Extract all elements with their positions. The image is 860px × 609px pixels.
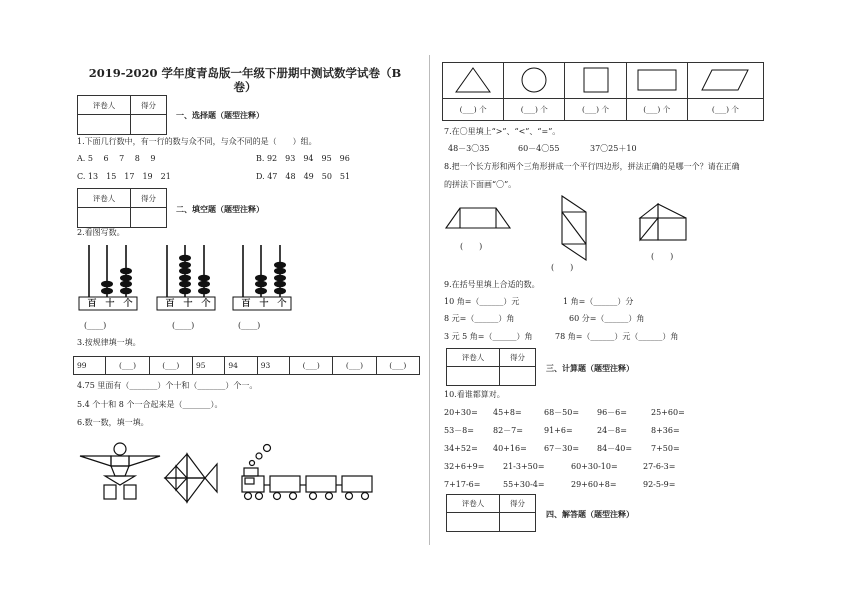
seq-cell: (___)	[106, 357, 149, 375]
label-ones: 个	[123, 299, 133, 309]
grader-cell	[78, 115, 131, 135]
q6-stem: 6.数一数，填一填。	[77, 418, 149, 427]
q9-item: 8 元=（______）角	[444, 314, 515, 323]
q1-option-c: C. 13 15 17 19 21	[77, 172, 171, 181]
q1-option-d: D. 47 48 49 50 51	[256, 172, 351, 181]
square-icon	[576, 66, 616, 94]
label-tens: 十	[183, 299, 193, 309]
grader-label: 评卷人	[447, 495, 500, 513]
score-box	[77, 188, 167, 228]
label-ones: 个	[277, 299, 287, 309]
square-cell	[565, 63, 626, 99]
abacus-3	[232, 240, 294, 312]
triangle-icon	[453, 66, 493, 94]
q9-item: 60 分=（______）角	[569, 314, 645, 323]
calc-item: 45+8=	[493, 408, 522, 417]
rectangle-icon	[637, 66, 677, 94]
title-line-1: 2019-2020 学年度青岛版一年级下册期中测试数学试卷（B	[88, 66, 402, 80]
train-figure	[242, 445, 372, 500]
calc-item: 84－40=	[597, 444, 633, 453]
label-tens: 十	[105, 299, 115, 309]
score-box	[446, 494, 536, 532]
abacus-1	[78, 240, 140, 312]
q6-figures	[80, 440, 370, 512]
q8-answer-1: ( )	[460, 242, 483, 251]
calc-item: 20+30=	[444, 408, 478, 417]
grader-cell	[447, 367, 500, 386]
q8-answer-3: ( )	[651, 252, 674, 261]
seq-cell: (___)	[149, 357, 192, 375]
calc-item: 27-6-3=	[643, 462, 676, 471]
calc-item: 8+36=	[651, 426, 680, 435]
column-divider	[429, 55, 430, 545]
label-hundreds: 百	[241, 299, 251, 309]
calc-item: 25+60=	[651, 408, 685, 417]
calc-item: 60+30-10=	[571, 462, 618, 471]
seq-cell: (___)	[290, 357, 333, 375]
paper-title	[70, 66, 420, 94]
option-2-figure	[562, 196, 586, 260]
q5-text: 5.4 个十和 8 个一合起来是（_______）。	[77, 400, 223, 409]
calc-item: 32+6+9=	[444, 462, 485, 471]
calc-item: 55+30-4=	[503, 480, 545, 489]
q8-answer-2: ( )	[551, 263, 574, 272]
seq-cell: (___)	[333, 357, 376, 375]
q9-item: 1 角=（______）分	[563, 297, 634, 306]
circle-cell	[504, 63, 565, 99]
calc-item: 96－6=	[597, 408, 627, 417]
rectangle-cell	[626, 63, 687, 99]
triangle-cell	[443, 63, 504, 99]
q7-item-3: 37〇25＋10	[590, 144, 637, 153]
section-heading-choice: 一、选择题（题型注释）	[176, 110, 264, 120]
calc-item: 40+16=	[493, 444, 527, 453]
q1-stem: 1.下面几行数中，有一行的数与众不同，与众不同的是（ ）组。	[77, 137, 317, 146]
score-cell	[499, 367, 535, 386]
q9-item: 10 角=（______）元	[444, 297, 520, 306]
q1-option-b: B. 92 93 94 95 96	[256, 154, 350, 163]
grader-label: 评卷人	[78, 189, 131, 208]
circle-icon	[514, 66, 554, 94]
seq-cell: 93	[257, 357, 289, 375]
calc-item: 67－30=	[544, 444, 580, 453]
seq-cell: (___)	[376, 357, 419, 375]
q9-stem: 9.在括号里填上合适的数。	[444, 280, 540, 289]
q9-item: 78 角=（______）元（______）角	[555, 332, 679, 341]
label-hundreds: 百	[87, 299, 97, 309]
score-label: 得分	[499, 349, 535, 367]
q2-stem: 2.看图写数。	[77, 228, 125, 237]
calc-item: 21-3+50=	[503, 462, 545, 471]
label-ones: 个	[201, 299, 211, 309]
seq-cell: 95	[192, 357, 224, 375]
grader-label: 评卷人	[447, 349, 500, 367]
score-cell	[130, 208, 166, 228]
grader-cell	[78, 208, 131, 228]
calc-item: 24－8=	[597, 426, 627, 435]
q4-text: 4.75 里面有（_______）个十和（_______）个一。	[77, 381, 258, 390]
seq-cell: 99	[74, 357, 106, 375]
q7-item-1: 48－3〇35	[448, 144, 490, 153]
q9-item: 3 元 5 角=（______）角	[444, 332, 533, 341]
square-count: (___) 个	[565, 99, 626, 121]
label-hundreds: 百	[165, 299, 175, 309]
score-box	[77, 95, 167, 135]
parallelogram-count: (___) 个	[687, 99, 763, 121]
section-heading-answer: 四、解答题（题型注释）	[546, 509, 634, 519]
q7-stem: 7.在〇里填上“>”、“<”、“=”。	[444, 127, 561, 136]
label-tens: 十	[259, 299, 269, 309]
q6-shape-count-table	[442, 62, 764, 121]
q3-sequence-table	[73, 356, 420, 375]
q8-stem-line-1: 8.把一个长方形和两个三角形拼成一个平行四边形，拼法正确的是哪一个？请在正确	[444, 162, 740, 171]
circle-count: (___) 个	[504, 99, 565, 121]
triangle-count: (___) 个	[443, 99, 504, 121]
score-cell	[130, 115, 166, 135]
calc-item: 68－50=	[544, 408, 580, 417]
q7-item-2: 60－4〇55	[518, 144, 560, 153]
grader-label: 评卷人	[78, 96, 131, 115]
score-cell	[499, 513, 535, 532]
calc-item: 82－7=	[493, 426, 523, 435]
score-label: 得分	[130, 189, 166, 208]
q8-stem-line-2: 的拼法下面画“〇”。	[444, 180, 517, 189]
title-line-2: 卷）	[233, 80, 257, 94]
parallelogram-cell	[687, 63, 763, 99]
option-3-figure	[640, 204, 686, 240]
option-1-figure	[446, 208, 510, 228]
q10-grid	[444, 408, 734, 498]
q2-answer-3: (____)	[238, 321, 261, 330]
fish-figure	[165, 454, 217, 502]
robot-figure	[80, 443, 160, 499]
seq-cell: 94	[225, 357, 257, 375]
calc-item: 53－8=	[444, 426, 474, 435]
section-heading-fill: 二、填空题（题型注释）	[176, 204, 264, 214]
q3-stem: 3.按规律填一填。	[77, 338, 141, 347]
q2-answer-2: (____)	[172, 321, 195, 330]
q10-stem: 10.看谁都算对。	[444, 390, 505, 399]
section-heading-calc: 三、计算题（题型注释）	[546, 363, 634, 373]
abacus-2	[156, 240, 218, 312]
score-box	[446, 348, 536, 386]
score-label: 得分	[130, 96, 166, 115]
rectangle-count: (___) 个	[626, 99, 687, 121]
grader-cell	[447, 513, 500, 532]
calc-item: 92-5-9=	[643, 480, 676, 489]
calc-item: 7+17-6=	[444, 480, 481, 489]
q2-answer-1: (____)	[84, 321, 107, 330]
calc-item: 91+6=	[544, 426, 573, 435]
calc-item: 29+60+8=	[571, 480, 617, 489]
calc-item: 34+52=	[444, 444, 478, 453]
score-label: 得分	[499, 495, 535, 513]
parallelogram-icon	[700, 66, 750, 94]
q1-option-a: A. 5 6 7 8 9	[77, 154, 156, 163]
calc-item: 7+50=	[651, 444, 680, 453]
